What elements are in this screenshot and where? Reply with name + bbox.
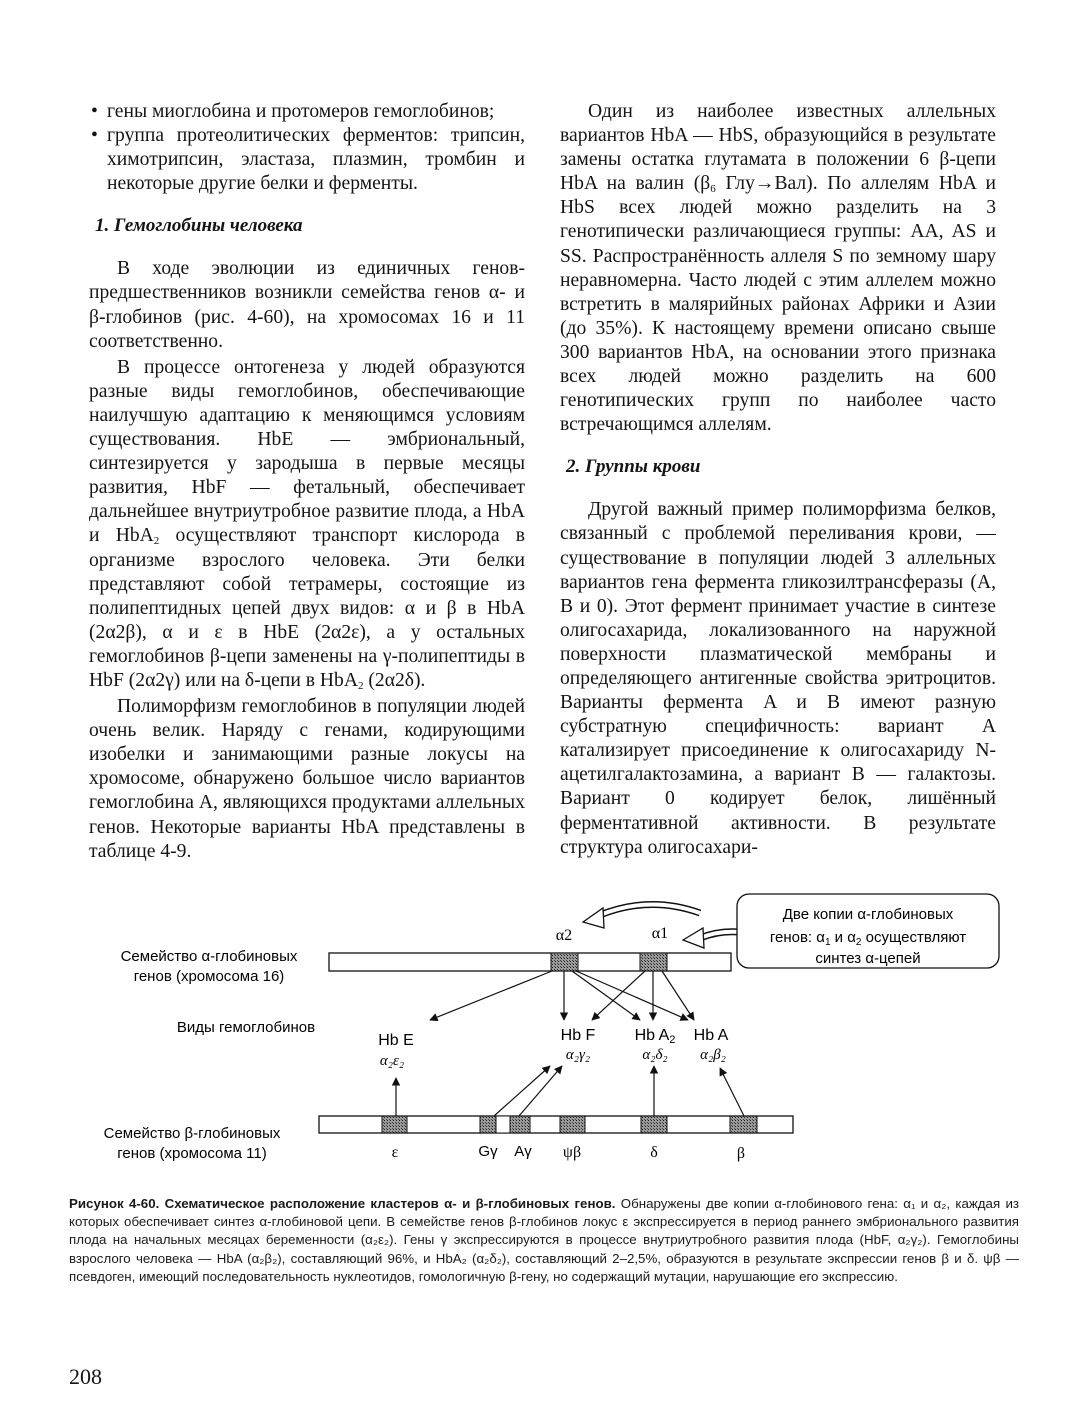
bullet-item: • гены миоглобина и протомеров гемоглобинов; — [89, 100, 525, 124]
paragraph: Другой важный пример полиморфизма белков, связанный с проблемой переливания крови, — существование в популяции людей 3 аллельных вариантов гена фермента гликозилтрансферазы (A, B и 0). Этот фермент принимает участие в синтезе олигосахарида, локализованного на наружной поверхности плазматической мембраны и определяющего антигенные свойства эритроцитов. Варианты фермента A и B имеют разную субстратную специфичность: вариант А катализирует присоединение к олигосахариду N-ацетилгалактозамина, а вариант В — галактозы. Вариант 0 кодирует белок, лишённый ферментативной активности. В результате структура олигосахари- — [560, 499, 996, 858]
alpha-family-label: Семейство α-глобиновых — [120, 948, 298, 965]
gene-alpha1-label: α1 — [651, 925, 669, 942]
gene-alpha2-label: α2 — [555, 927, 573, 944]
hb-a2-label: Hb A2 — [634, 1027, 676, 1046]
paragraph: Полиморфизм гемоглобинов в популяции людей очень велик. Наряду с генами, кодирующими изобелки и занимающими разные локусы на хромосоме, обнаружено большое число вариантов гемоглобина А, являющихся продуктами аллельных генов. Некоторые варианты HbA представлены в таблице 4-9. — [89, 696, 525, 862]
figure-globin-clusters — [0, 880, 1077, 1190]
gene-delta-block — [641, 1116, 667, 1133]
callout-line-1: Две копии α-глобиновых — [782, 906, 954, 923]
beta-family-label: Семейство β-глобиновых — [103, 1125, 281, 1142]
hb-f-label: Hb F — [560, 1027, 596, 1044]
left-column — [89, 100, 525, 866]
page-number: 208 — [69, 1364, 102, 1389]
callout-line-3: синтез α-цепей — [815, 950, 921, 967]
hb-e-label: Hb E — [378, 1032, 414, 1049]
bullet-item: • группа протеолитических ферментов: трипсин, химотрипсин, эластаза, плазмин, тромбин и некоторые другие белки и ферменты. — [91, 125, 525, 195]
gene-a-gamma-block — [510, 1116, 530, 1133]
beta-expression-arrows — [396, 1066, 744, 1116]
globin-diagram — [0, 880, 1077, 1190]
gene-g-gamma-block — [480, 1116, 496, 1133]
paragraph: В процессе онтогенеза у людей образуются разные виды гемоглобинов, обеспечивающие наилучшую адаптацию к меняющимся условиям существования. HbE — эмбриональный, синтезируется у зародыша в первые месяцы развития, HbF — фетальный, обеспечивает дальнейшее внутриутробное развитие плода, а HbA и HbA$_2$ осуществляют транспорт кислорода в организме взрослого человека. Эти белки представляют собой тетрамеры, состоящие из полипептидных цепей двух видов: α и β в HbA (2α2β), α и ε в HbE (2α2ε), а у остальных гемоглобинов β-цепи заменены на γ-полипептиды в HbF (2α2γ) или на δ-цепи в HbA$_2$ (2α2δ). — [89, 356, 525, 692]
hb-e-formula: α₂ε₂ — [379, 1053, 405, 1069]
right-column — [560, 100, 996, 862]
bullet-list — [89, 100, 525, 196]
beta-family-label-2: генов (хромосома 11) — [117, 1145, 267, 1162]
gene-alpha1-block — [640, 953, 667, 971]
hb-a-label: Hb A — [693, 1027, 729, 1044]
paragraph: Один из наиболее известных аллельных вариантов HbA — HbS, образующийся в результате замены остатка глутамата в положении 6 β-цепи HbA на валин ($\beta_6$ Глу→Вал). По аллелям HbA и HbS всех людей можно разделить на 3 генотипически различающиеся группы: AA, AS и SS. Распространённость аллеля S по земному шару неравномерна. Часто людей с этим аллелем можно встретить в малярийных районах Африки и Азии (до 35%). К настоящему времени описано свыше 300 вариантов HbA, на основании этого признака всех людей можно разделить на 600 генотипических групп по наиболее часто встречающимся аллелям. — [560, 101, 996, 436]
gene-delta-label: δ — [650, 1144, 658, 1161]
hemoglobin-types-label: Виды гемоглобинов — [176, 1019, 316, 1036]
gene-epsilon-block — [382, 1116, 407, 1133]
alpha-chromosome-bar — [329, 953, 731, 971]
callout-line-2: генов: $\alpha_1$ и $\alpha_2$ осуществляют — [769, 929, 967, 948]
gene-alpha2-block — [551, 953, 578, 971]
gene-psi-beta-label: ψβ — [562, 1144, 582, 1161]
bullet-dot-icon: • — [91, 125, 98, 147]
gene-beta-block — [730, 1116, 757, 1133]
gene-beta-label: β — [736, 1145, 746, 1162]
arrow-head-icon — [583, 908, 604, 928]
gene-epsilon-label: ε — [391, 1144, 399, 1161]
section-heading-hemoglobins: 1. Гемоглобины человека — [95, 215, 303, 237]
hb-a-formula: α₂β₂ — [700, 1047, 726, 1063]
gene-psi-beta-block — [560, 1116, 585, 1133]
alpha-family-label-2: генов (хромосома 16) — [133, 968, 285, 985]
paragraph: В ходе эволюции из единичных генов-предшественников возникли семейства генов α- и β-глобинов (рис. 4-60), на хромосомах 16 и 11 соответственно. — [89, 258, 525, 352]
bullet-dot-icon: • — [91, 101, 98, 122]
gene-separator-block — [496, 1116, 510, 1133]
arrow-head-icon — [683, 928, 704, 948]
section-heading-blood-groups: 2. Группы крови — [566, 456, 701, 478]
hb-a2-formula: α₂δ₂ — [642, 1047, 668, 1063]
gene-a-gamma-label: Aγ — [514, 1143, 532, 1160]
alpha-expression-arrows — [430, 971, 694, 1020]
gene-g-gamma-label: Gγ — [478, 1143, 498, 1160]
hb-f-formula: α₂γ₂ — [565, 1047, 591, 1063]
figure-caption: Рисунок 4-60. Схематическое расположение кластеров α- и β-глобиновых генов. Обнаружены две копии α-глобинового гена: α₁ и α₂, каждая из которых обеспечивает синтез α-глобиновой цепи. В семействе генов β-глобинов локус ε экспрессируется в период раннего эмбрионального развития плода на начальных месяцах беременности (α₂ε₂). Гены γ экспрессируются в процессе внутриутробного развития плода (HbF, α₂γ₂). Гемоглобины взрослого человека — HbA (α₂β₂), составляющий 96%, и HbA₂ (α₂δ₂), составляющий 2–2,5%, образуются в результате экспрессии генов β и δ. ψβ — псевдоген, имеющий последовательность нуклеотидов, гомологичную β-гену, но содержащий мутации, нарушающие его экспрессию. — [69, 1196, 1020, 1284]
